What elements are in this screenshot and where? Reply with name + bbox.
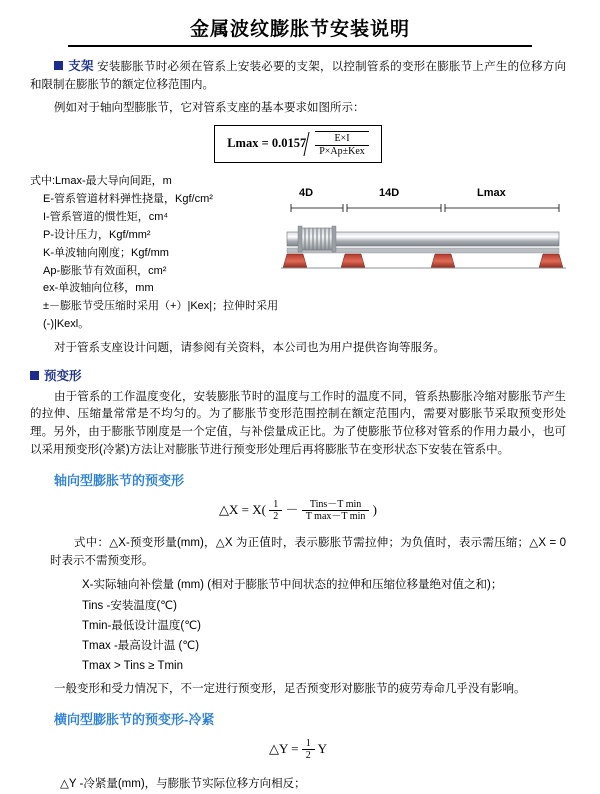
axial-where-text: 式中：△X-预变形量(mm)，△X 为正值时，表示膨胀节需拉伸；为负值时，表示需压缩；△X = 0时表示不需预变形。 [50,536,566,567]
legend-item: E-管系管道材料弹性挠量，Kgf/cm² [43,193,213,206]
support-closing-paragraph: 对于管系支座设计问题，请参阅有关资料，本公司也为用户提供咨询等服务。 [54,341,445,354]
figure-label-4d: 4D [299,187,314,200]
figure-label-lmax: Lmax [477,187,506,200]
legend-item: I-管系管道的惯性矩，cm⁴ [43,211,169,224]
axial-equation-minus: － [285,501,299,517]
axial-fraction-temp [302,499,370,523]
axial-equation-lhs: △X = X( [219,501,266,517]
axial-equation [30,499,566,523]
axial-frac1-den: 2 [273,511,279,523]
axial-frac2-num: Tins－T min [302,499,370,512]
piping-support-figure [281,187,566,292]
pipe-diagram-svg [281,202,566,292]
lateral-equation-rhs: Y [317,740,327,756]
sqrt-icon [306,131,369,157]
predeform-heading-row [30,366,566,384]
lateral-predeform-heading: 横向型膨胀节的预变形-冷紧 [54,711,215,727]
axial-frac2-den: T max－T min [305,511,366,523]
lmax-formula-denominator: P×Ap±Kex [319,145,365,157]
lateral-frac-den: 2 [305,750,311,762]
lateral-equation-lhs: △Y = [269,740,302,756]
blue-square-bullet-icon [54,61,63,70]
axial-predeform-heading: 轴向型膨胀节的预变形 [54,472,185,488]
title-divider [68,45,532,47]
legend-item: P-设计压力，Kgf/mm² [43,228,151,241]
axial-item: Tins -安装温度(℃) [82,599,177,612]
legend-item: ±－膨胀节受压缩时采用（+）|Kex|；拉伸时采用(-)|Kexl。 [43,300,279,330]
axial-item: Tmax -最高设计温 (℃) [82,639,200,652]
blue-square-bullet-icon [30,371,39,380]
legend-item: Ap-膨胀节有效面积，cm² [43,264,167,277]
axial-note: 一般变形和受力情况下，不一定进行预变形，足否预变形对膨胀节的疲劳寿命几乎没有影响。 [54,683,526,696]
axial-frac1-num: 1 [269,499,282,512]
legend-item: 式中:Lmax-最大导向间距，m [30,175,172,188]
support-heading: 支架 [68,59,94,73]
axial-equation-rhs: ) [372,501,377,517]
predeform-heading: 预变形 [44,368,82,383]
lateral-frac-num: 1 [302,738,315,751]
lateral-equation [30,738,566,762]
axial-item: Tmin-最低设计温度(℃) [82,619,201,632]
document-page [0,14,600,790]
lateral-where-text: △Y -冷紧量(mm)，与膨胀节实际位移方向相反； [60,777,306,790]
support-paragraph-1-text: 安装膨胀节时必须在管系上安装必要的支架，以控制管系的变形在膨胀节上产生的位移方向和限制在膨胀节的额定位移范围内。 [30,61,566,91]
figure-dimension-labels [281,187,566,202]
lmax-formula-numerator: E×I [315,133,369,146]
lmax-formula-lhs: Lmax = 0.0157 [227,136,307,151]
lmax-formula-box [214,125,382,163]
lmax-formula-wrapper [30,125,566,163]
axial-fraction-half [269,499,282,523]
predeform-paragraph: 由于管系的工作温度变化，安装膨胀节时的温度与工作时的温度不同，管系热膨胀冷缩对膨胀节产生的拉伸、压缩量常常是不均匀的。为了膨胀节变形范围控制在额定范围内，需要对膨胀节采取预变形处理。另外，由于膨胀节刚度是一个定值，与补偿量成正比。为了使膨胀节位移对管系的作用力最小，也可以采用预变形(冷紧)方法让对膨胀节进行预变形处理后再将膨胀节在变形状态下安装在管系中。 [30,390,566,456]
support-legend-list [30,173,280,333]
lateral-fraction-half [302,738,315,762]
document-body [0,57,600,794]
support-legend-and-figure [30,173,566,333]
page-title: 金属波纹膨胀节安装说明 [189,19,410,40]
legend-item: K-单波轴向刚度；Kgf/mm [43,246,169,259]
figure-label-14d: 14D [379,187,400,200]
legend-item: ex-单波轴向位移，mm [43,282,154,295]
support-section-paragraph-1 [30,57,566,95]
support-paragraph-2: 例如对于轴向型膨胀节，它对管系支座的基本要求如图所示： [54,101,365,114]
axial-item: Tmax > Tins ≥ Tmin [82,659,183,672]
axial-item: X-实际轴向补偿量 (mm) (相对于膨胀节中间状态的拉伸和压缩位移量绝对值之和)； [82,579,503,592]
